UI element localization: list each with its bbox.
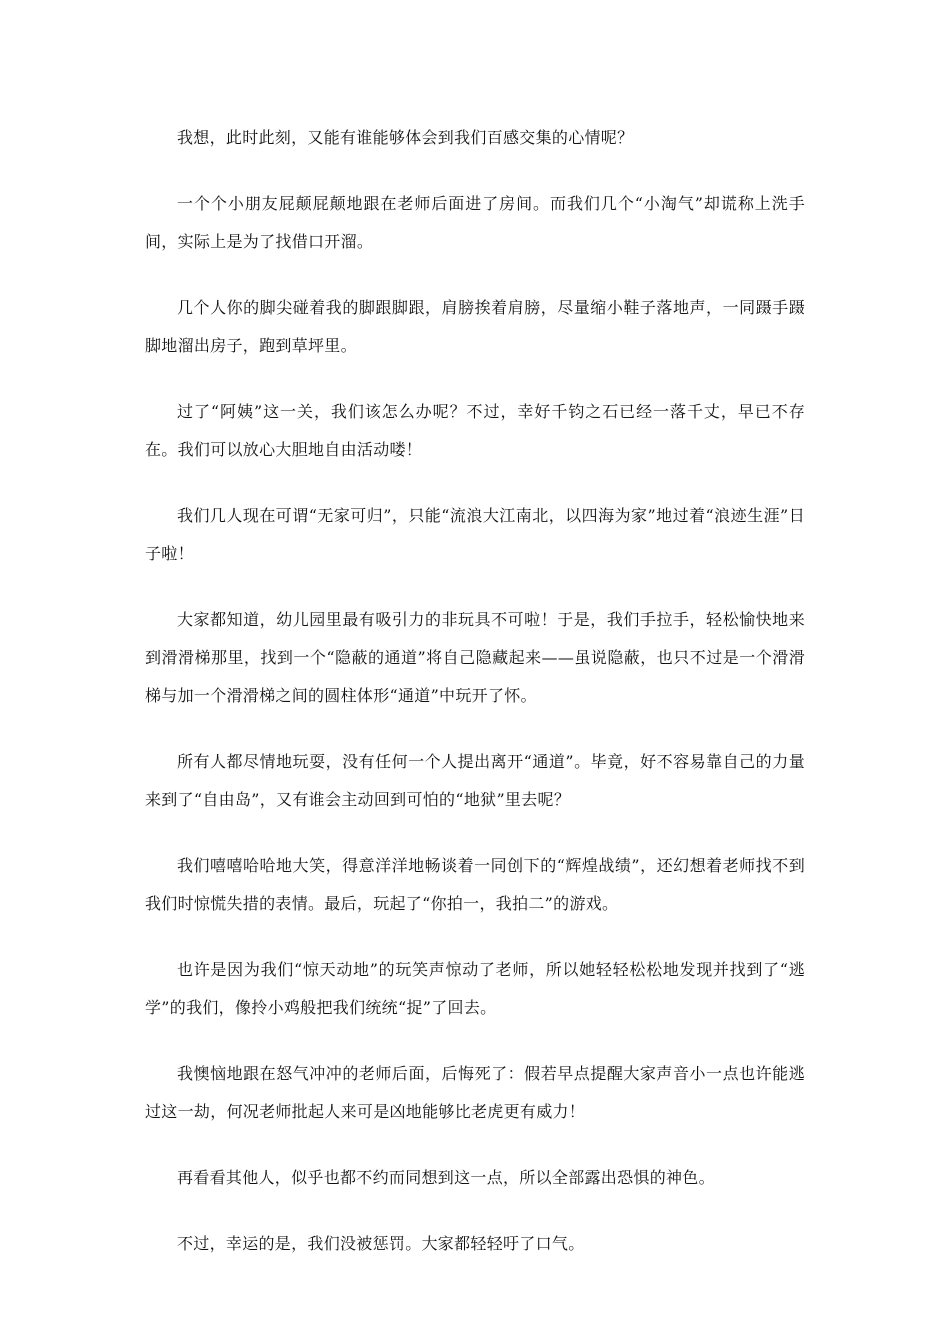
paragraph-3: 几个人你的脚尖碰着我的脚跟脚跟，肩膀挨着肩膀，尽量缩小鞋子落地声，一同蹑手蹑脚地溜出房子，跑到草坪里。 [145,298,805,355]
paragraph-4: 过了“阿姨”这一关，我们该怎么办呢？不过，幸好千钧之石已经一落千丈，早已不存在。我们可以放心大胆地自由活动喽！ [145,402,805,459]
paragraph-12: 不过，幸运的是，我们没被惩罚。大家都轻轻吁了口气。 [177,1234,585,1253]
paragraph-2: 一个个小朋友屁颠屁颠地跟在老师后面进了房间。而我们几个“小淘气”却谎称上洗手间，实际上是为了找借口开溜。 [145,194,805,251]
document-body [145,119,805,1291]
paragraph-1: 我想，此时此刻，又能有谁能够体会到我们百感交集的心情呢？ [177,128,634,147]
paragraph-9: 也许是因为我们“惊天动地”的玩笑声惊动了老师，所以她轻轻松松地发现并找到了“逃学”的我们，像拎小鸡般把我们统统“捉”了回去。 [145,960,805,1017]
paragraph-10: 我懊恼地跟在怒气冲冲的老师后面，后悔死了：假若早点提醒大家声音小一点也许能逃过这一劫，何况老师批起人来可是凶地能够比老虎更有威力！ [145,1064,805,1121]
paragraph-7: 所有人都尽情地玩耍，没有任何一个人提出离开“通道”。毕竟，好不容易靠自己的力量来到了“自由岛”，又有谁会主动回到可怕的“地狱”里去呢？ [145,752,805,809]
paragraph-11: 再看看其他人，似乎也都不约而同想到这一点，所以全部露出恐惧的神色。 [177,1168,715,1187]
paragraph-6: 大家都知道，幼儿园里最有吸引力的非玩具不可啦！于是，我们手拉手，轻松愉快地来到滑滑梯那里，找到一个“隐蔽的通道”将自己隐藏起来——虽说隐蔽，也只不过是一个滑滑梯与加一个滑滑梯之间的圆柱体形“通道”中玩开了怀。 [145,610,805,705]
paragraph-8: 我们嘻嘻哈哈地大笑，得意洋洋地畅谈着一同创下的“辉煌战绩”，还幻想着老师找不到我们时惊慌失措的表情。最后，玩起了“你拍一，我拍二”的游戏。 [145,856,805,913]
paragraph-5: 我们几人现在可谓“无家可归”，只能“流浪大江南北，以四海为家”地过着“浪迹生涯”日子啦！ [145,506,805,563]
